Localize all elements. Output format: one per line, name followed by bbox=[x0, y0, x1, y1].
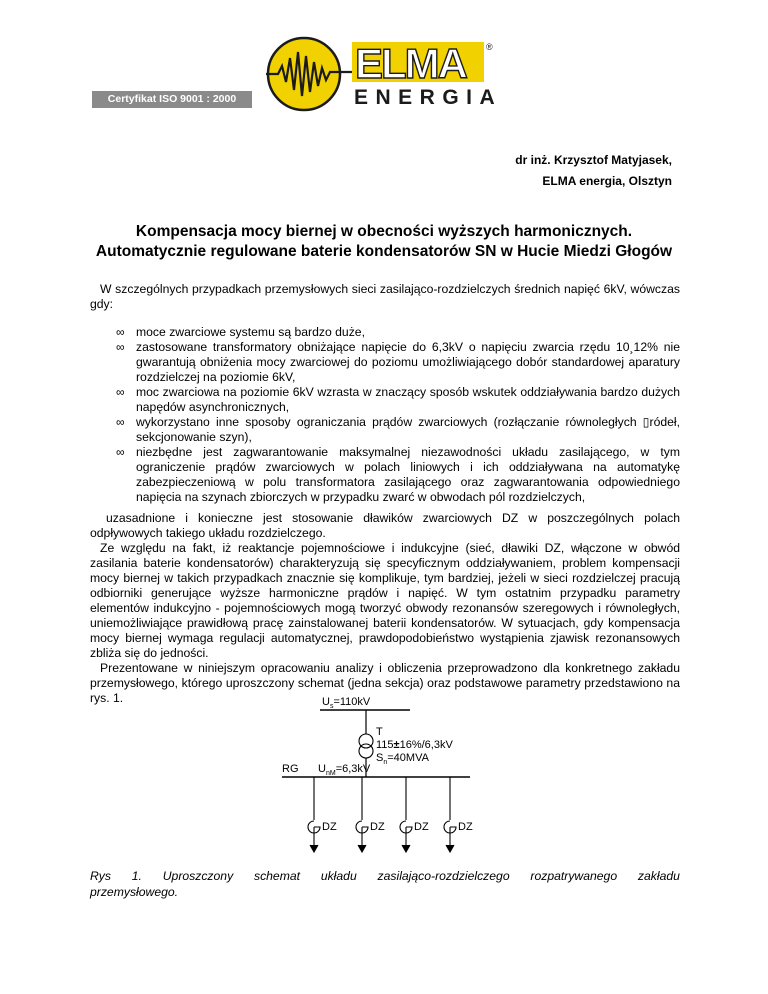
body-paragraph: Ze względu na fakt, iż reaktancje pojemnościowe i indukcyjne (sieć, dławiki DZ, włączone w obwód zasilania baterie kondensatorów) charakteryzują się specyficznym oddziaływaniem, problem kompensacji mocy biernej w takich przypadkach znacznie się komplikuje, tym bardziej, jeżeli w sieci rozdzielczej pracują odbiorniki generujące wyższe harmoniczne prądów i napięć. W tym ostatnim przypadku parametry elementów indukcyjno - pojemnościowych mogą tworzyć obwody rezonansów szeregowych i równoległych, uniemożliwiające prawidłową pracę zainstalowanej baterii kondensatorów. W sytuacjach, gdy kompensacja mocy biernej wymaga regulacji automatycznej, prawdopodobieństwo wystąpienia zjawisk rezonansowych zbliża się do jedności. bbox=[90, 541, 680, 660]
reactor-feeder-3 bbox=[400, 777, 412, 852]
caption-line-1: Rys 1. Uproszczony schemat układu zasilająco-rozdzielczego rozpatrywanego zakładu bbox=[90, 869, 680, 883]
bullet-icon: ∞ bbox=[116, 445, 125, 459]
reactor-label: DZ bbox=[370, 821, 385, 833]
list-item: ∞ zastosowane transformatory obniżające napięcie do 6,3kV o napięciu zwarcia rzędu 10¸12% nie gwarantują obniżenia mocy zwarciowej do poziomu umożliwiającego dobór standardowej aparatury rozdzielczej na poziomie 6kV, bbox=[116, 340, 680, 384]
bullet-icon: ∞ bbox=[116, 325, 125, 339]
figure-caption bbox=[90, 868, 680, 900]
reactor-label: DZ bbox=[322, 821, 337, 833]
reactor-label: DZ bbox=[458, 821, 473, 833]
supply-voltage-label: $U_s=110kV$ bbox=[322, 696, 371, 710]
body-text bbox=[90, 511, 680, 706]
list-item: ∞ niezbędne jest zagwarantowanie maksymalnej niezawodności układu zasilającego, w tym ograniczenie prądów zwarciowych w polach liniowych i ich oddziaływana na automatykę zabezpieczeniową w polu transformatora zasilającego oraz zagwarantowania odpowiedniego napięcia na szynach zbiorczych w przypadku zwarć w obwodach pól rozdzielczych, bbox=[116, 445, 680, 504]
body-paragraph: uzasadnione i konieczne jest stosowanie dławików zwarciowych DZ w poszczególnych polach odpływowych takiego układu rozdzielczego. bbox=[90, 511, 680, 540]
single-line-diagram bbox=[280, 690, 520, 862]
logo-subtitle: ENERGIA bbox=[354, 86, 503, 109]
busbar-label: RG bbox=[282, 763, 299, 775]
intro-paragraph: W szczególnych przypadkach przemysłowych sieci zasilająco-rozdzielczych średnich napięć 6kV, wówczas gdy: bbox=[90, 282, 680, 311]
logo-wordmark: ELMA bbox=[355, 40, 466, 87]
caption-line-2: przemysłowego. bbox=[90, 885, 179, 899]
title-line-1: Kompensacja mocy biernej w obecności wyższych harmonicznych. bbox=[135, 223, 633, 240]
list-item: ∞ moce zwarciowe systemu są bardzo duże, bbox=[116, 325, 365, 339]
title-line-2: Automatycznie regulowane baterie kondensatorów SN w Hucie Miedzi Głogów bbox=[95, 243, 673, 260]
body-paragraph: Prezentowane w niniejszym opracowaniu analizy i obliczenia przeprowadzono dla konkretnego zakładu przemysłowego, którego uproszczony schemat (jedna sekcja) oraz podstawowe parametry przedstawiono na rys. 1. bbox=[90, 661, 680, 705]
bullet-icon: ∞ bbox=[116, 385, 125, 399]
transformer-power: $S_n=40MVA$ bbox=[376, 752, 429, 766]
list-item: ∞ moc zwarciowa na poziomie 6kV wzrasta w znaczący sposób wskutek oddziaływania bardzo dużych napędów asynchronicznych, bbox=[116, 385, 680, 414]
reactor-feeder-4 bbox=[444, 777, 456, 852]
transformer-icon bbox=[359, 734, 373, 758]
registered-mark: ® bbox=[486, 42, 493, 52]
author-block bbox=[515, 150, 672, 192]
bullet-icon: ∞ bbox=[116, 415, 125, 429]
author-affiliation: ELMA energia, Olsztyn bbox=[542, 174, 672, 188]
transformer-label: T bbox=[376, 726, 383, 738]
bullet-icon: ∞ bbox=[116, 340, 125, 354]
reactor-feeder-2 bbox=[356, 777, 368, 852]
conditions-list bbox=[116, 325, 680, 505]
author-name: dr inż. Krzysztof Matyjasek, bbox=[515, 153, 672, 167]
reactor-label: DZ bbox=[414, 821, 429, 833]
document-title bbox=[0, 222, 768, 262]
iso-certificate-badge: Certyfikat ISO 9001 : 2000 bbox=[92, 91, 252, 108]
busbar-voltage: $U_{nM}=6,3kV$ bbox=[318, 763, 371, 777]
list-item: ∞ wykorzystano inne sposoby ograniczania prądów zwarciowych (rozłączanie równoległych ▯ródeł, sekcjonowanie szyn), bbox=[116, 415, 680, 444]
reactor-feeder-1 bbox=[308, 777, 320, 852]
transformer-rating: 115±16%/6,3kV bbox=[376, 739, 453, 751]
